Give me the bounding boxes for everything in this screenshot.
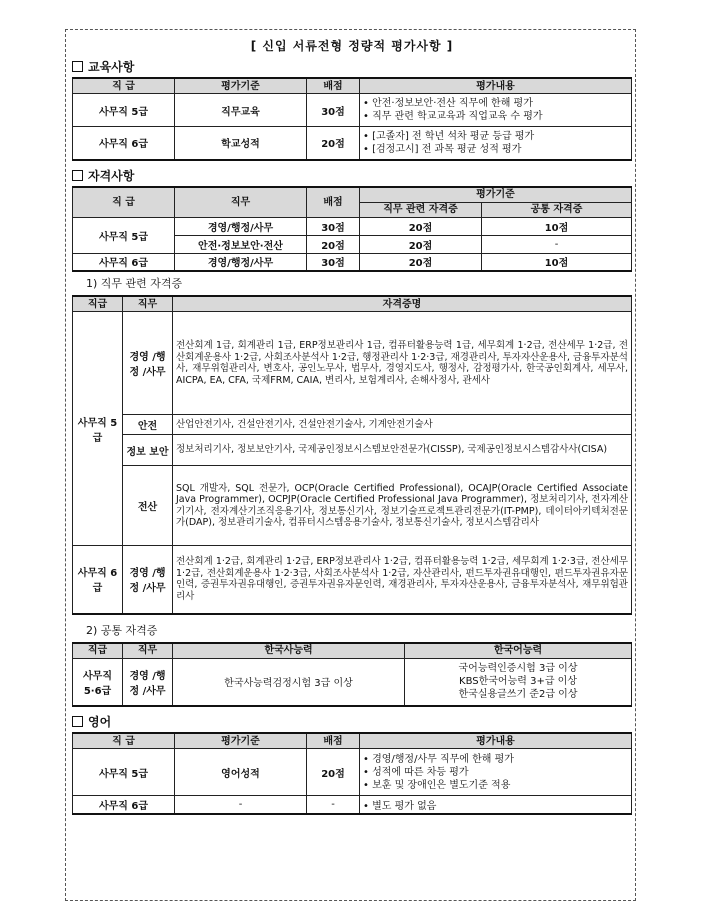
grade-cell: 사무직 5급 [73, 312, 123, 546]
header-grade: 직 급 [73, 187, 175, 218]
grade-cell: 사무직 5급 [73, 217, 175, 253]
grade-cell: 사무직 6급 [73, 546, 123, 614]
certs-cell: 정보처리기사, 정보보안기사, 국제공인정보시스템보안전문가(CISSP), 국제공인정보시스템감사사(CISA) [173, 435, 632, 466]
section-qualification [72, 167, 632, 184]
job-cell: 안전·정보보안·전산 [175, 235, 307, 253]
common-certs-table [72, 642, 632, 708]
score-cell: 30점 [307, 217, 360, 235]
table-row [73, 546, 632, 614]
table-row [73, 796, 632, 814]
content-cell [360, 94, 632, 127]
header-score: 배점 [307, 733, 360, 749]
grade-cell: 사무직 5·6급 [73, 658, 123, 706]
header-job: 직무 [123, 296, 173, 312]
section-education [72, 58, 632, 75]
score-cell: - [307, 796, 360, 814]
header-score: 배점 [307, 78, 360, 94]
grade-cell: 사무직 6급 [73, 127, 175, 160]
content-cell [360, 127, 632, 160]
table-row [73, 253, 632, 271]
criteria-cell: 영어성적 [175, 749, 307, 796]
korean-line: 국어능력인증시험 3급 이상 [458, 663, 578, 675]
header-content: 평가내용 [360, 78, 632, 94]
score-cell: 20점 [307, 749, 360, 796]
grade-cell: 사무직 6급 [73, 253, 175, 271]
job-cell: 안전 [123, 415, 173, 435]
header-criteria: 평가기준 [175, 78, 307, 94]
header-grade: 직급 [73, 296, 123, 312]
related-cell: 20점 [360, 217, 482, 235]
table-row [73, 415, 632, 435]
job-cell: 경영/행정/사무 [175, 253, 307, 271]
score-cell: 20점 [307, 235, 360, 253]
header-criteria: 평가기준 [360, 187, 632, 203]
document-content [72, 29, 632, 815]
section-heading: 교육사항 [88, 60, 135, 74]
korean-line: KBS한국어능력 3+급 이상 [459, 676, 577, 688]
content-line: • 직무 관련 학교교육과 직업교육 수 평가 [363, 111, 543, 122]
grade-cell: 사무직 5급 [73, 94, 175, 127]
header-related: 직무 관련 자격증 [360, 202, 482, 217]
content-line: • 경영/행정/사무 직무에 한해 평가 [363, 753, 514, 765]
header-grade: 직 급 [73, 733, 175, 749]
content-line: • 성적에 따른 차등 평가 [363, 766, 469, 778]
header-grade: 직급 [73, 643, 123, 659]
content-cell: • 별도 평가 없음 [360, 796, 632, 814]
criteria-cell: 학교성적 [175, 127, 307, 160]
table-row [73, 217, 632, 235]
job-cell: 경영/행정/사무 [175, 217, 307, 235]
header-job: 직무 [175, 187, 307, 218]
score-cell: 30점 [307, 253, 360, 271]
header-history: 한국사능력 [173, 643, 405, 659]
related-cell: 20점 [360, 235, 482, 253]
document-title: [ 신입 서류전형 정량적 평가사항 ] [250, 39, 454, 53]
criteria-cell: - [175, 796, 307, 814]
job-cell: 경영 /행정 /사무 [123, 658, 173, 706]
header-korean: 한국어능력 [405, 643, 632, 659]
korean-line: 한국실용글쓰기 준2급 이상 [458, 689, 578, 701]
grade-cell: 사무직 6급 [73, 796, 175, 814]
sub-heading-related: 1) 직무 관련 자격증 [86, 277, 183, 290]
sub-heading-common: 2) 공통 자격증 [86, 623, 158, 637]
content-line: • [고졸자] 전 학년 석차 평균 등급 평가 [363, 130, 535, 142]
job-cell: 전산 [123, 466, 173, 546]
header-common: 공통 자격증 [482, 202, 632, 217]
certs-cell: 전산회계 1급, 회계관리 1급, ERP정보관리사 1급, 컴퓨터활용능력 1급, 세무회계 1·2급, 전산세무 1·2급, 전산회계운용사 1·2급, 사회조사분석사 1·2급, 행정관리사 1·2·3급, 재경관리사, 투자자산운용사, 금융투자분석사, 재무위험관리사, 변호사, 공인노무사, 법무사, 경영지도사, 행정사, 감정평가사, 한국공인회계사, 세무사, AICPA, EA, CFA, 국제FRM, CAIA, 변리사, 보험계리사, 손해사정사, 관세사 [173, 312, 632, 415]
education-table [72, 77, 632, 161]
common-cell: 10점 [482, 217, 632, 235]
content-line: • 안전·정보보안·전산 직무에 한해 평가 [363, 98, 533, 109]
table-row [73, 127, 632, 160]
table-row [73, 658, 632, 706]
job-cell: 경영 /행정 /사무 [123, 312, 173, 415]
score-cell: 30점 [307, 94, 360, 127]
table-row [73, 749, 632, 796]
section-heading: 영어 [88, 715, 112, 729]
section-heading: 자격사항 [88, 168, 135, 183]
checkbox-square-icon [72, 61, 83, 72]
header-content: 평가내용 [360, 733, 632, 749]
qualification-table [72, 186, 632, 273]
grade-cell: 사무직 5급 [73, 749, 175, 796]
related-cell: 20점 [360, 253, 482, 271]
common-cell: 10점 [482, 253, 632, 271]
certs-cell: SQL 개발자, SQL 전문가, OCP(Oracle Certified Professional), OCAJP(Oracle Certified Associate Java Programmer), OCPJP(Oracle Certified Professional Java Programmer), 정보처리기사, 전자계산기기사, 전자계산기조직응용기사, 정보통신기사, 정보기술프로젝트관리전문가(IT-PMP), 데이터아키텍처전문가(DAP), 정보관리기술사, 컴퓨터시스템응용기술사, 정보통신기술사, 정보시스템감리사 [173, 466, 632, 546]
korean-cell [405, 658, 632, 706]
content-line: • 보훈 및 장애인은 별도기준 적용 [363, 779, 511, 791]
table-row [73, 435, 632, 466]
checkbox-square-icon [72, 170, 83, 181]
header-score: 배점 [307, 187, 360, 218]
certs-cell: 전산회계 1·2급, 회계관리 1·2급, ERP정보관리사 1·2급, 컴퓨터활용능력 1·2급, 세무회계 1·2·3급, 전산세무 1·2급, 전산회계운용사 1·2·3급, 사회조사분석사 1·2급, 자산관리사, 펀드투자권유대행인, 펀드투자권유자문인력, 증권투자권유대행인, 증권투자권유자문인력, 재경관리사, 투자자산운용사, 금융투자분석사, 재무위험관리사 [173, 546, 632, 614]
job-cell: 경영 /행정 /사무 [123, 546, 173, 614]
certs-cell: 산업안전기사, 건설안전기사, 건설안전기술사, 기계안전기술사 [173, 415, 632, 435]
header-job: 직무 [123, 643, 173, 659]
score-cell: 20점 [307, 127, 360, 160]
table-row [73, 312, 632, 415]
content-cell [360, 749, 632, 796]
history-cell: 한국사능력검정시험 3급 이상 [173, 658, 405, 706]
header-certs: 자격증명 [173, 296, 632, 312]
checkbox-square-icon [72, 716, 83, 727]
header-grade: 직 급 [73, 78, 175, 94]
related-certs-table [72, 295, 632, 615]
table-row [73, 94, 632, 127]
table-row [73, 466, 632, 546]
job-cell: 정보 보안 [123, 435, 173, 466]
common-cell: - [482, 235, 632, 253]
section-english [72, 713, 632, 730]
criteria-cell: 직무교육 [175, 94, 307, 127]
content-line: • [검정고시] 전 과목 평균 성적 평가 [363, 143, 522, 155]
english-table [72, 732, 632, 815]
header-criteria: 평가기준 [175, 733, 307, 749]
